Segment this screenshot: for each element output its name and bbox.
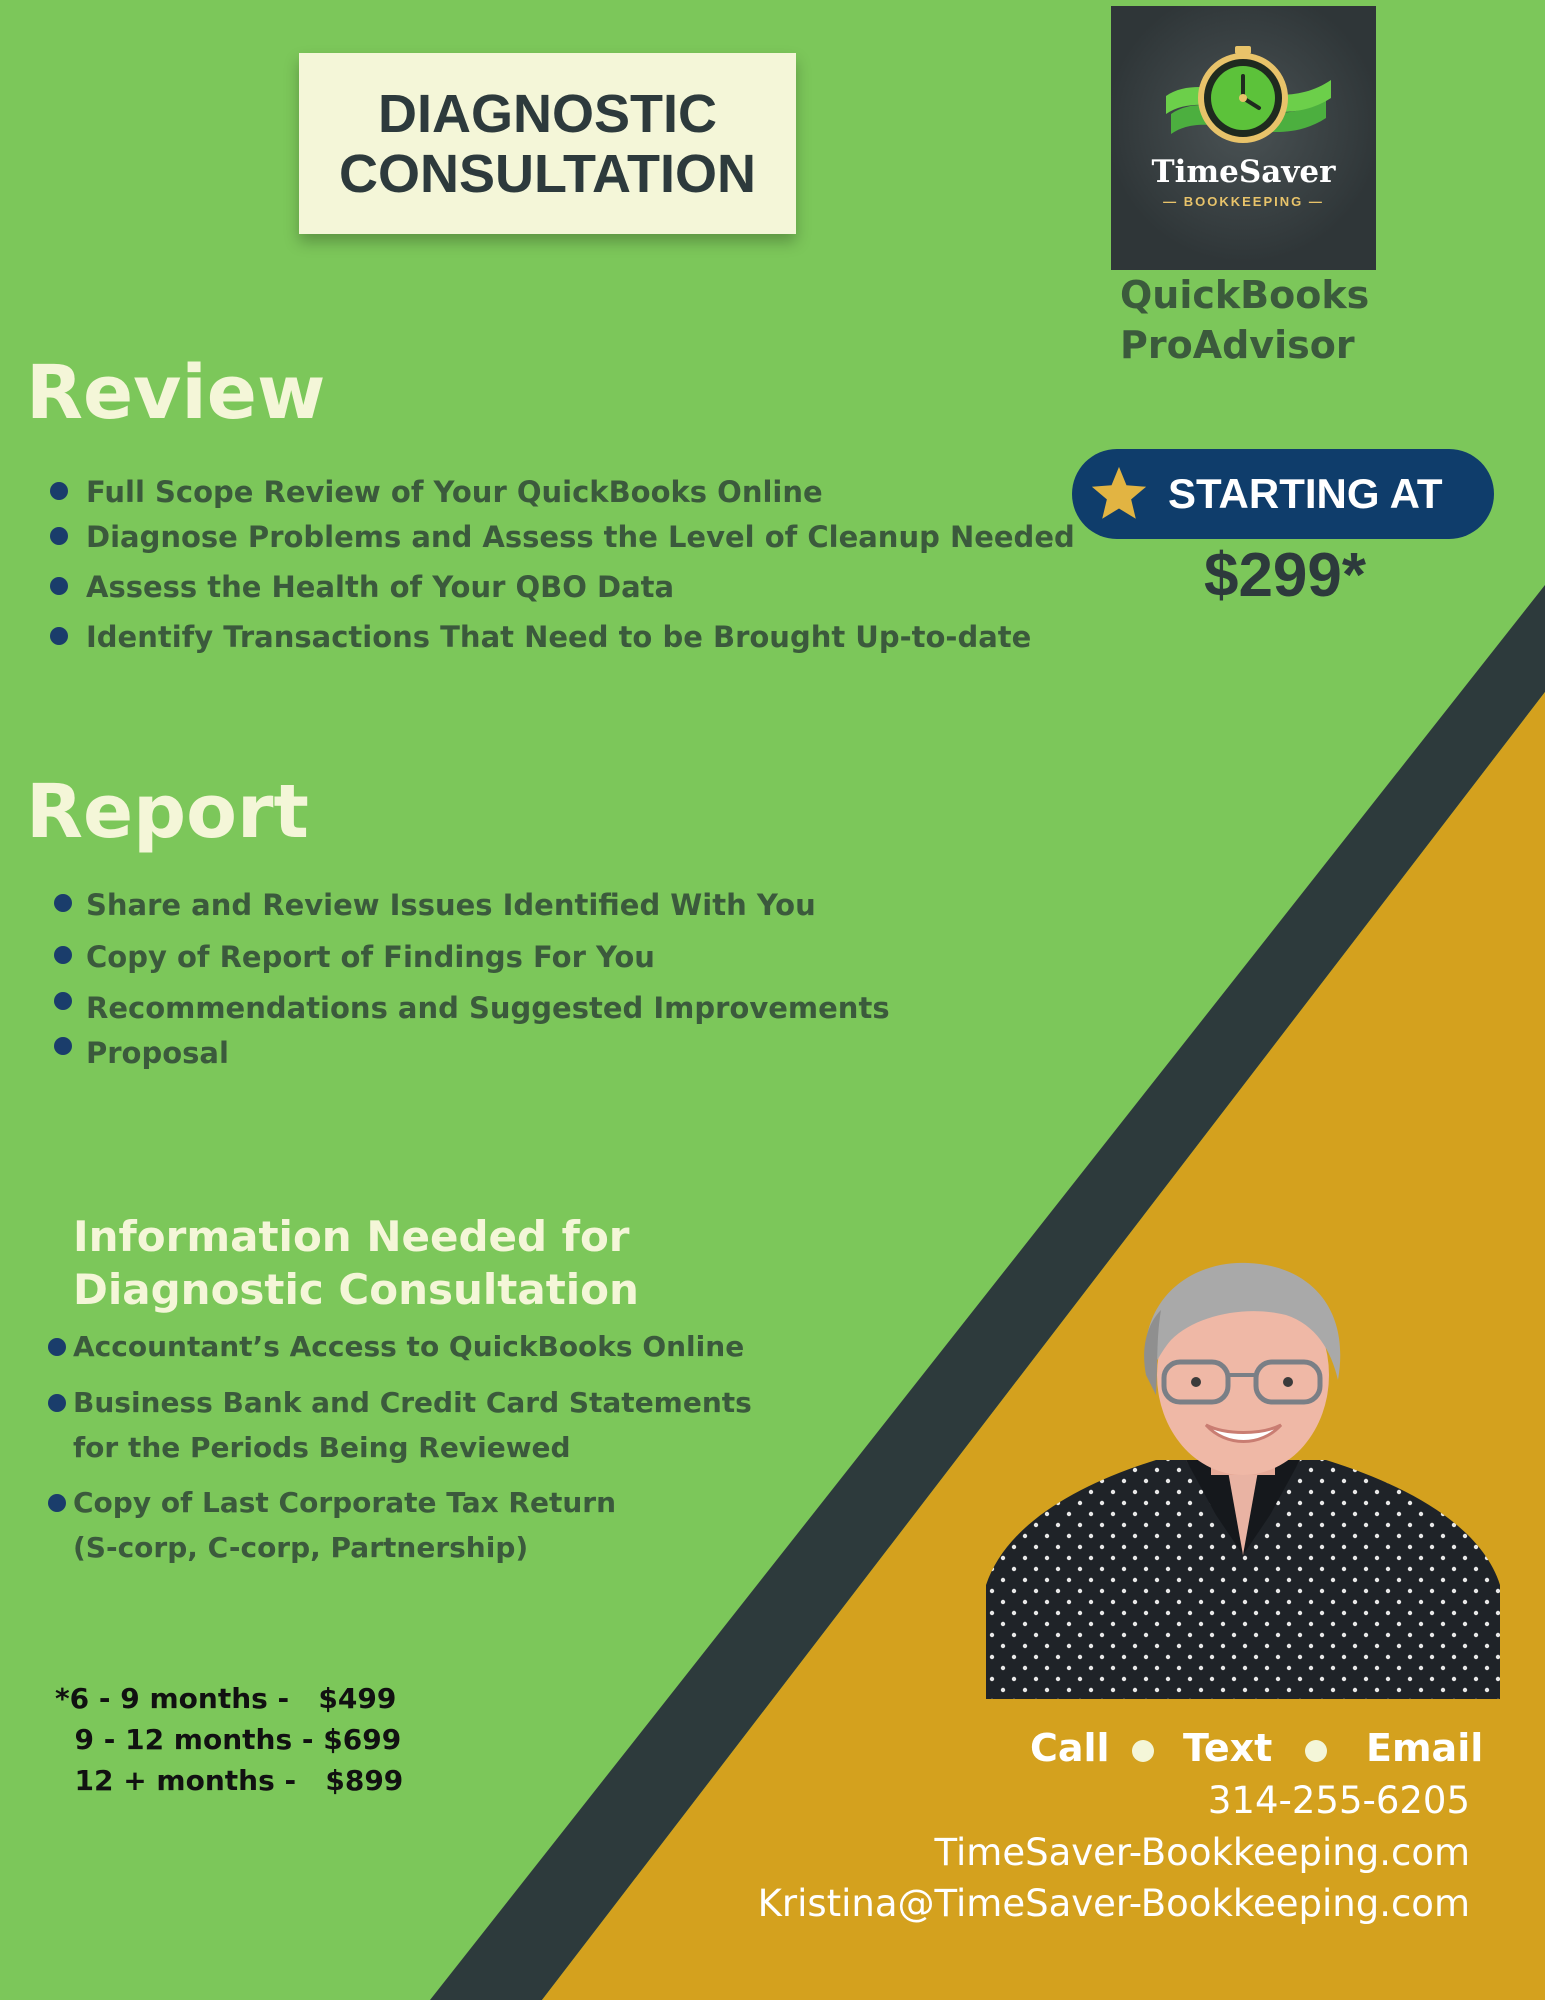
clock-icon <box>1111 6 1376 156</box>
info-item <box>73 1480 616 1570</box>
bullet-icon <box>50 482 68 500</box>
list-item-text: Diagnose Problems and Assess the Level of Cleanup Needed <box>86 520 1075 554</box>
proadvisor-badge <box>1120 270 1369 370</box>
logo-subtitle-text: BOOKKEEPING <box>1183 194 1304 209</box>
starting-at-badge <box>1072 449 1494 539</box>
list-item <box>86 520 1075 554</box>
list-item <box>86 940 655 974</box>
phone-number[interactable]: 314-255-6205 <box>1207 1779 1470 1822</box>
list-item-text: Full Scope Review of Your QuickBooks Online <box>86 475 823 509</box>
contact-methods <box>990 1720 1484 1776</box>
info-item-line-2: for the Periods Being Reviewed <box>73 1431 571 1464</box>
info-heading <box>73 1210 639 1316</box>
bullet-icon <box>54 946 72 964</box>
email-link[interactable]: Email <box>1366 1726 1484 1770</box>
list-item-text: Assess the Health of Your QBO Data <box>86 570 675 604</box>
list-item <box>86 1036 229 1070</box>
star-icon <box>1088 463 1150 525</box>
info-item <box>73 1380 752 1470</box>
pricing-tiers <box>55 1678 403 1801</box>
profile-photo <box>986 1255 1500 1699</box>
list-item <box>86 570 674 604</box>
info-item-line-1: Copy of Last Corporate Tax Return <box>73 1486 617 1519</box>
badge-line-1: QuickBooks <box>1120 273 1370 317</box>
info-item-line-1: Accountant’s Access to QuickBooks Online <box>73 1330 745 1363</box>
bullet-icon <box>54 992 72 1010</box>
list-item-text: Proposal <box>86 1036 229 1070</box>
bullet-icon <box>48 1494 66 1512</box>
bullet-icon <box>48 1338 66 1356</box>
title-box <box>299 53 796 234</box>
info-heading-line-1: Information Needed for <box>73 1212 630 1261</box>
badge-line-2: ProAdvisor <box>1120 323 1355 367</box>
logo-subtitle: — BOOKKEEPING — <box>1163 194 1324 209</box>
list-item-text: Identify Transactions That Need to be Brought Up-to-date <box>86 620 1032 654</box>
title-line-2: CONSULTATION <box>339 143 756 204</box>
bullet-icon <box>48 1394 66 1412</box>
bullet-icon <box>50 627 68 645</box>
list-item <box>86 475 823 509</box>
starting-at-label: STARTING AT <box>1168 470 1443 517</box>
text-link[interactable]: Text <box>1183 1726 1273 1770</box>
bullet-icon <box>50 527 68 545</box>
bullet-icon <box>50 577 68 595</box>
info-item <box>73 1324 744 1369</box>
pricing-tier: *6 - 9 months - $499 <box>55 1682 397 1715</box>
bullet-icon <box>54 894 72 912</box>
list-item <box>86 620 1031 654</box>
pricing-tier: 9 - 12 months - $699 <box>55 1723 402 1756</box>
info-item-line-1: Business Bank and Credit Card Statements <box>73 1386 752 1419</box>
separator-dot-icon <box>1132 1740 1154 1762</box>
title-line-1: DIAGNOSTIC <box>377 83 717 144</box>
pricing-tier: 12 + months - $899 <box>55 1764 404 1797</box>
list-item <box>86 888 816 922</box>
report-heading: Report <box>26 769 309 855</box>
logo-name: TimeSaver <box>1151 154 1336 190</box>
info-item-line-2: (S-corp, C-corp, Partnership) <box>73 1531 529 1564</box>
email-address[interactable]: Kristina@TimeSaver-Bookkeeping.com <box>757 1882 1470 1925</box>
bullet-icon <box>54 1037 72 1055</box>
list-item-text: Recommendations and Suggested Improvements <box>86 991 890 1025</box>
info-heading-line-2: Diagnostic Consultation <box>73 1265 639 1314</box>
list-item-text: Share and Review Issues Identified With You <box>86 888 816 922</box>
separator-dot-icon <box>1305 1740 1327 1762</box>
starting-price: $299* <box>1203 541 1367 610</box>
website-link[interactable]: TimeSaver-Bookkeeping.com <box>934 1831 1470 1874</box>
call-link[interactable]: Call <box>1030 1726 1110 1770</box>
list-item-text: Copy of Report of Findings For You <box>86 940 655 974</box>
list-item <box>86 991 890 1025</box>
company-logo <box>1111 6 1376 270</box>
review-heading: Review <box>26 350 326 436</box>
